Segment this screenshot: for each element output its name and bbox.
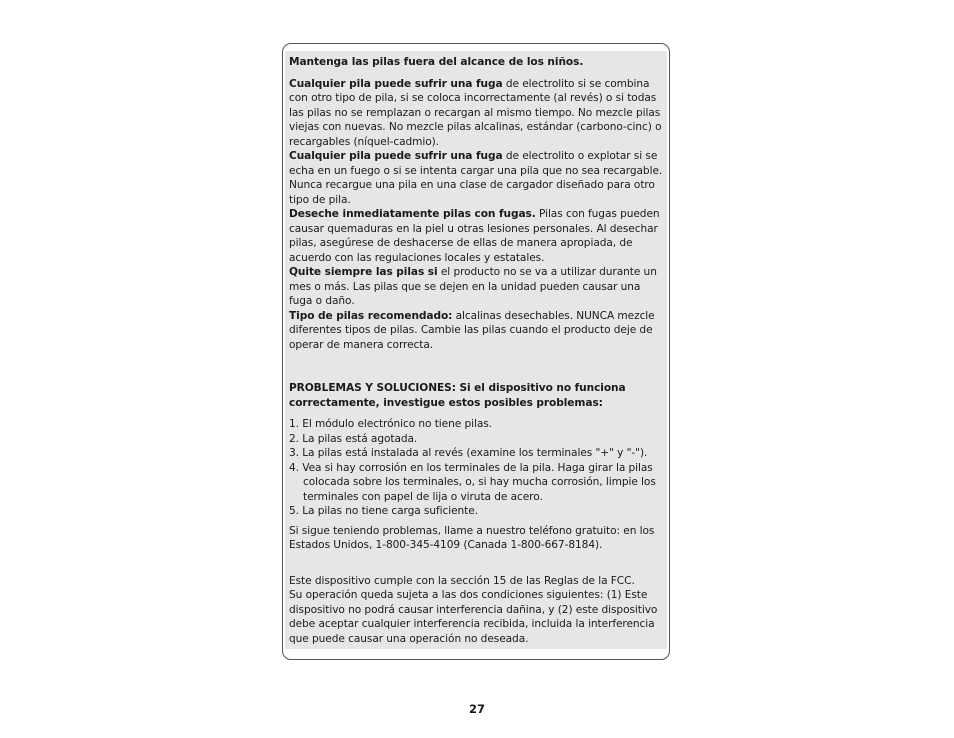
dispose-paragraph: Deseche inmediatamente pilas con fugas. Pilas con fugas pueden causar quemaduras en la piel u otras lesiones personales. Al desechar pilas, asegúrese de deshacerse de ellas de manera apropiada, de acuerdo con las regulaciones locales y estatales. [289, 208, 660, 264]
leak-mixing-paragraph: Cualquier pila puede sufrir una fuga de electrolito si se combina con otro tipo de pila, si se coloca incorrectamente (al revés) o si todas las pilas no se remplazan o recargan al mismo tiempo. No mezcle pilas viejas con nuevas. No mezcle pilas alcalinas, estándar (carbono-cinc) o recargables (níquel-cadmio). [289, 77, 662, 148]
page-number: 27 [468, 702, 485, 716]
list-item: 5. La pilas no tiene carga suficiente. [289, 505, 478, 517]
contact-paragraph: Si sigue teniendo problemas, llame a nuestro teléfono gratuito: en los Estados Unidos, 1-800-345-4109 (Canada 1-800-667-8184). [289, 524, 655, 551]
battery-type-paragraph: Tipo de pilas recomendado: alcalinas desechables. NUNCA mezcle diferentes tipos de pilas. Cambie las pilas cuando el producto deje de operar de manera correcta. [289, 309, 655, 351]
warning-children: Mantenga las pilas fuera del alcance de los niños. [289, 56, 584, 68]
list-item: 4. Vea si hay corrosión en los terminales de la pila. Haga girar la pilas colocada sobre los terminales, o, si hay mucha corrosión, limpie los terminales con papel de lija o viruta de acero. [289, 461, 656, 503]
troubleshooting-heading: PROBLEMAS Y SOLUCIONES: Si el dispositivo no funciona correctamente, investigue estos posibles problemas: [289, 382, 626, 409]
fcc-line-2: Su operación queda sujeta a las dos condiciones siguientes: (1) Este dispositivo no podrá causar interferencia dañina, y (2) este dispositivo debe aceptar cualquier interferencia recibida, incluida la interferencia que puede causar una operación no deseada. [289, 589, 658, 645]
content-panel [285, 51, 667, 649]
troubleshooting-list [289, 417, 665, 519]
list-item: 2. La pilas está agotada. [289, 432, 418, 445]
fcc-line-1: Este dispositivo cumple con la sección 15 de las Reglas de la FCC. [289, 574, 635, 587]
list-item: 1. El módulo electrónico no tiene pilas. [289, 418, 492, 430]
remove-batteries-paragraph: Quite siempre las pilas si el producto no se va a utilizar durante un mes o más. Las pilas que se dejen en la unidad pueden causar una fuga o daño. [289, 266, 657, 307]
list-item: 3. La pilas está instalada al revés (examine los terminales "+" y "-"). [289, 447, 648, 459]
leak-fire-paragraph: Cualquier pila puede sufrir una fuga de electrolito o explotar si se echa en un fuego o si se intenta cargar una pila que no sea recargable. Nunca recargue una pila en una clase de cargador diseñado para otro tipo de pila. [289, 150, 663, 206]
